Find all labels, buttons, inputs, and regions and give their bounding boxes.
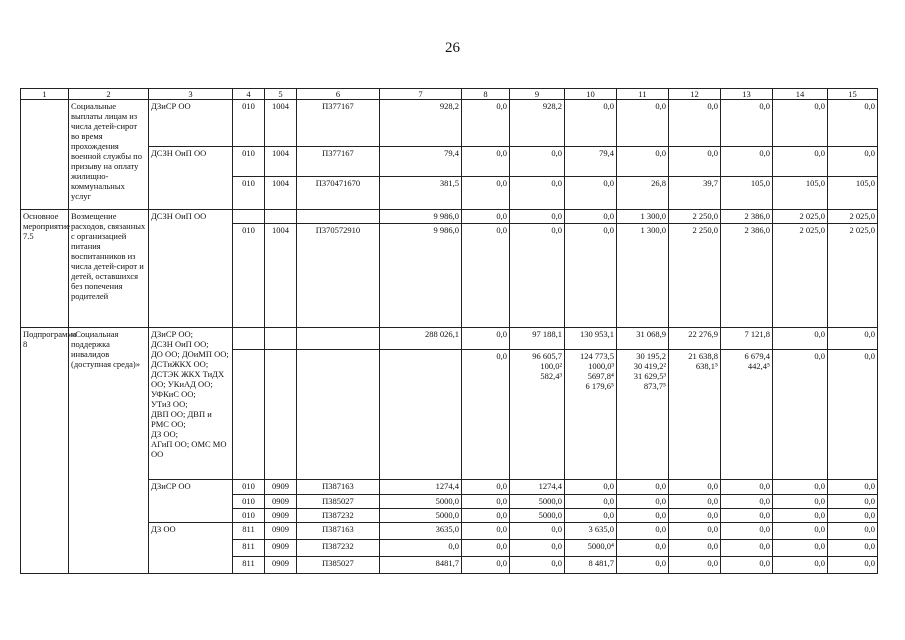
year-value: 0,0 xyxy=(462,177,510,210)
year-value: 0,0 xyxy=(669,540,721,557)
year-value: 2 025,0 xyxy=(773,210,828,224)
year-value: 0,0 xyxy=(617,509,669,523)
target-article-code: П387232 xyxy=(297,509,380,523)
year-value: 26,8 xyxy=(617,177,669,210)
target-article-code: П387163 xyxy=(297,523,380,540)
year-value: 0,0 xyxy=(462,147,510,177)
program-cell: Подпрограмма 8 xyxy=(21,328,69,574)
year-value: 0,0 xyxy=(773,509,828,523)
year-value: 39,7 xyxy=(669,177,721,210)
section-code: 0909 xyxy=(265,495,297,509)
grbs-code xyxy=(233,210,265,224)
target-article-code: П370471670 xyxy=(297,177,380,210)
column-header: 8 xyxy=(462,89,510,100)
year-value: 0,0 xyxy=(462,210,510,224)
target-article-code: П377167 xyxy=(297,100,380,147)
year-value: 0,0 xyxy=(669,100,721,147)
year-value: 97 188,1 xyxy=(510,328,565,350)
section-code: 0909 xyxy=(265,509,297,523)
year-value: 0,0 xyxy=(669,509,721,523)
section-code: 0909 xyxy=(265,557,297,574)
total-value: 928,2 xyxy=(380,100,462,147)
year-value: 0,0 xyxy=(462,480,510,495)
grbs-code: 010 xyxy=(233,147,265,177)
column-header: 9 xyxy=(510,89,565,100)
activity-description: Социальные выплаты лицам из числа детей-сирот во время прохождения военной службы по призыву на оплату жилищно-коммунальных услуг xyxy=(69,100,149,210)
year-value: 31 068,9 xyxy=(617,328,669,350)
total-value: 5000,0 xyxy=(380,509,462,523)
year-value: 0,0 xyxy=(617,523,669,540)
year-value: 0,0 xyxy=(510,557,565,574)
grbs-code: 010 xyxy=(233,480,265,495)
activity-description: «Социальная поддержка инвалидов (доступная среда)» xyxy=(69,328,149,574)
section-code xyxy=(265,210,297,224)
section-code: 0909 xyxy=(265,523,297,540)
total-value: 3635,0 xyxy=(380,523,462,540)
year-value: 0,0 xyxy=(721,147,773,177)
year-value: 0,0 xyxy=(828,328,878,350)
year-value: 0,0 xyxy=(617,540,669,557)
grbs-code: 010 xyxy=(233,495,265,509)
year-value: 0,0 xyxy=(617,480,669,495)
total-value: 1274,4 xyxy=(380,480,462,495)
year-value: 96 605,7 100,0² 582,4³ xyxy=(510,350,565,480)
year-value: 7 121,8 xyxy=(721,328,773,350)
target-article-code: П387163 xyxy=(297,480,380,495)
year-value: 0,0 xyxy=(828,100,878,147)
total-value: 381,5 xyxy=(380,177,462,210)
year-value: 0,0 xyxy=(773,350,828,480)
column-header: 5 xyxy=(265,89,297,100)
year-value: 1 300,0 xyxy=(617,224,669,328)
section-code: 1004 xyxy=(265,147,297,177)
year-value: 0,0 xyxy=(462,100,510,147)
column-header: 2 xyxy=(69,89,149,100)
year-value: 2 025,0 xyxy=(828,210,878,224)
year-value: 0,0 xyxy=(669,480,721,495)
grbs-code: 811 xyxy=(233,523,265,540)
year-value: 0,0 xyxy=(669,523,721,540)
target-article-code: П377167 xyxy=(297,147,380,177)
year-value: 0,0 xyxy=(669,495,721,509)
column-header: 13 xyxy=(721,89,773,100)
section-code: 1004 xyxy=(265,177,297,210)
section-code xyxy=(265,328,297,350)
year-value: 0,0 xyxy=(773,557,828,574)
grbs-code xyxy=(233,328,265,350)
year-value: 0,0 xyxy=(721,509,773,523)
year-value: 0,0 xyxy=(565,509,617,523)
total-value: 79,4 xyxy=(380,147,462,177)
program-cell: Основное мероприятие 7.5 xyxy=(21,210,69,328)
column-header: 11 xyxy=(617,89,669,100)
table-row xyxy=(21,480,878,495)
year-value: 0,0 xyxy=(565,210,617,224)
target-article-code: П370572910 xyxy=(297,224,380,328)
year-value: 0,0 xyxy=(669,557,721,574)
year-value: 2 386,0 xyxy=(721,210,773,224)
total-value: 288 026,1 xyxy=(380,328,462,350)
year-value: 0,0 xyxy=(721,480,773,495)
column-header: 3 xyxy=(149,89,233,100)
year-value: 0,0 xyxy=(462,328,510,350)
column-header: 1 xyxy=(21,89,69,100)
year-value: 30 195,2 30 419,2² 31 629,5³ 873,7⁵ xyxy=(617,350,669,480)
year-value: 0,0 xyxy=(773,480,828,495)
year-value: 2 386,0 xyxy=(721,224,773,328)
year-value: 105,0 xyxy=(721,177,773,210)
year-value: 0,0 xyxy=(617,147,669,177)
year-value: 0,0 xyxy=(565,480,617,495)
year-value: 0,0 xyxy=(828,557,878,574)
year-value: 0,0 xyxy=(773,495,828,509)
year-value: 2 250,0 xyxy=(669,210,721,224)
executor-cell: ДЗиСР ОО; ДСЗН ОиП ОО; ДО ОО; ДОиМП ОО; ДСТиЖКХ ОО; ДСТЭК ЖКХ ТиДХ ОО; УКиАД ОО; УФКиС ОО; УТиЗ ОО; ДВП ОО; ДВП и РМС ОО; ДЗ ОО; АГиП ОО; ОМС МО ОО xyxy=(149,328,233,480)
target-article-code xyxy=(297,328,380,350)
grbs-code: 811 xyxy=(233,540,265,557)
year-value: 0,0 xyxy=(773,100,828,147)
year-value: 0,0 xyxy=(510,210,565,224)
budget-table xyxy=(20,88,878,574)
executor-cell: ДЗ ОО xyxy=(149,523,233,574)
year-value: 5000,0 xyxy=(510,509,565,523)
target-article-code: П385027 xyxy=(297,557,380,574)
year-value: 0,0 xyxy=(462,540,510,557)
year-value: 130 953,1 xyxy=(565,328,617,350)
year-value: 0,0 xyxy=(669,147,721,177)
year-value: 0,0 xyxy=(462,523,510,540)
year-value: 0,0 xyxy=(828,350,878,480)
total-value: 0,0 xyxy=(380,540,462,557)
year-value: 2 025,0 xyxy=(828,224,878,328)
column-header: 10 xyxy=(565,89,617,100)
year-value: 0,0 xyxy=(462,557,510,574)
column-header: 14 xyxy=(773,89,828,100)
year-value: 2 250,0 xyxy=(669,224,721,328)
year-value: 21 638,8 638,1⁵ xyxy=(669,350,721,480)
year-value: 0,0 xyxy=(510,523,565,540)
year-value: 0,0 xyxy=(510,224,565,328)
year-value: 0,0 xyxy=(721,495,773,509)
section-code: 1004 xyxy=(265,100,297,147)
grbs-code: 010 xyxy=(233,177,265,210)
target-article-code xyxy=(297,350,380,480)
total-value: 5000,0 xyxy=(380,495,462,509)
year-value: 0,0 xyxy=(617,557,669,574)
year-value: 0,0 xyxy=(721,557,773,574)
column-header: 6 xyxy=(297,89,380,100)
year-value: 0,0 xyxy=(617,495,669,509)
year-value: 0,0 xyxy=(510,147,565,177)
year-value: 2 025,0 xyxy=(773,224,828,328)
executor-cell: ДЗиСР ОО xyxy=(149,100,233,147)
year-value: 0,0 xyxy=(462,350,510,480)
grbs-code: 010 xyxy=(233,224,265,328)
year-value: 0,0 xyxy=(773,147,828,177)
year-value: 1 300,0 xyxy=(617,210,669,224)
column-header: 7 xyxy=(380,89,462,100)
section-code: 1004 xyxy=(265,224,297,328)
table-row xyxy=(21,147,878,177)
year-value: 124 773,5 1000,0³ 5697,8⁴ 6 179,6⁵ xyxy=(565,350,617,480)
year-value: 5000,0 xyxy=(510,495,565,509)
target-article-code xyxy=(297,210,380,224)
page-number: 26 xyxy=(445,40,460,56)
executor-cell: ДЗиСР ОО xyxy=(149,480,233,523)
table-row xyxy=(21,100,878,147)
year-value: 928,2 xyxy=(510,100,565,147)
column-header: 12 xyxy=(669,89,721,100)
section-code: 0909 xyxy=(265,540,297,557)
program-cell xyxy=(21,100,69,210)
table-row xyxy=(21,328,878,350)
year-value: 0,0 xyxy=(565,177,617,210)
year-value: 0,0 xyxy=(510,540,565,557)
year-value: 105,0 xyxy=(828,177,878,210)
year-value: 0,0 xyxy=(565,495,617,509)
year-value: 0,0 xyxy=(828,495,878,509)
year-value: 0,0 xyxy=(773,328,828,350)
grbs-code: 010 xyxy=(233,509,265,523)
year-value: 3 635,0 xyxy=(565,523,617,540)
year-value: 0,0 xyxy=(828,540,878,557)
executor-cell: ДСЗН ОиП ОО xyxy=(149,210,233,328)
year-value: 0,0 xyxy=(721,540,773,557)
total-value: 8481,7 xyxy=(380,557,462,574)
year-value: 5000,0⁴ xyxy=(565,540,617,557)
year-value: 8 481,7 xyxy=(565,557,617,574)
total-value: 9 986,0 xyxy=(380,210,462,224)
executor-cell: ДСЗН ОиП ОО xyxy=(149,147,233,210)
year-value: 0,0 xyxy=(773,523,828,540)
year-value: 0,0 xyxy=(565,100,617,147)
year-value: 0,0 xyxy=(773,540,828,557)
year-value: 0,0 xyxy=(828,147,878,177)
year-value: 105,0 xyxy=(773,177,828,210)
total-value: 9 986,0 xyxy=(380,224,462,328)
total-value xyxy=(380,350,462,480)
year-value: 6 679,4 442,4⁵ xyxy=(721,350,773,480)
year-value: 0,0 xyxy=(462,495,510,509)
grbs-code: 010 xyxy=(233,100,265,147)
year-value: 0,0 xyxy=(565,224,617,328)
grbs-code xyxy=(233,350,265,480)
year-value: 1274,4 xyxy=(510,480,565,495)
year-value: 0,0 xyxy=(828,523,878,540)
section-code xyxy=(265,350,297,480)
target-article-code: П387232 xyxy=(297,540,380,557)
column-header: 4 xyxy=(233,89,265,100)
year-value: 0,0 xyxy=(462,224,510,328)
year-value: 0,0 xyxy=(510,177,565,210)
activity-description: Возмещение расходов, связанных с организацией питания воспитанников из числа детей-сирот и детей, оставшихся без попечения родителей xyxy=(69,210,149,328)
year-value: 22 276,9 xyxy=(669,328,721,350)
table-row xyxy=(21,210,878,224)
year-value: 0,0 xyxy=(721,523,773,540)
grbs-code: 811 xyxy=(233,557,265,574)
table-row xyxy=(21,523,878,540)
year-value: 0,0 xyxy=(462,509,510,523)
year-value: 0,0 xyxy=(617,100,669,147)
column-number-row xyxy=(21,89,878,100)
column-header: 15 xyxy=(828,89,878,100)
section-code: 0909 xyxy=(265,480,297,495)
year-value: 0,0 xyxy=(828,509,878,523)
year-value: 0,0 xyxy=(828,480,878,495)
year-value: 0,0 xyxy=(721,100,773,147)
year-value: 79,4 xyxy=(565,147,617,177)
target-article-code: П385027 xyxy=(297,495,380,509)
